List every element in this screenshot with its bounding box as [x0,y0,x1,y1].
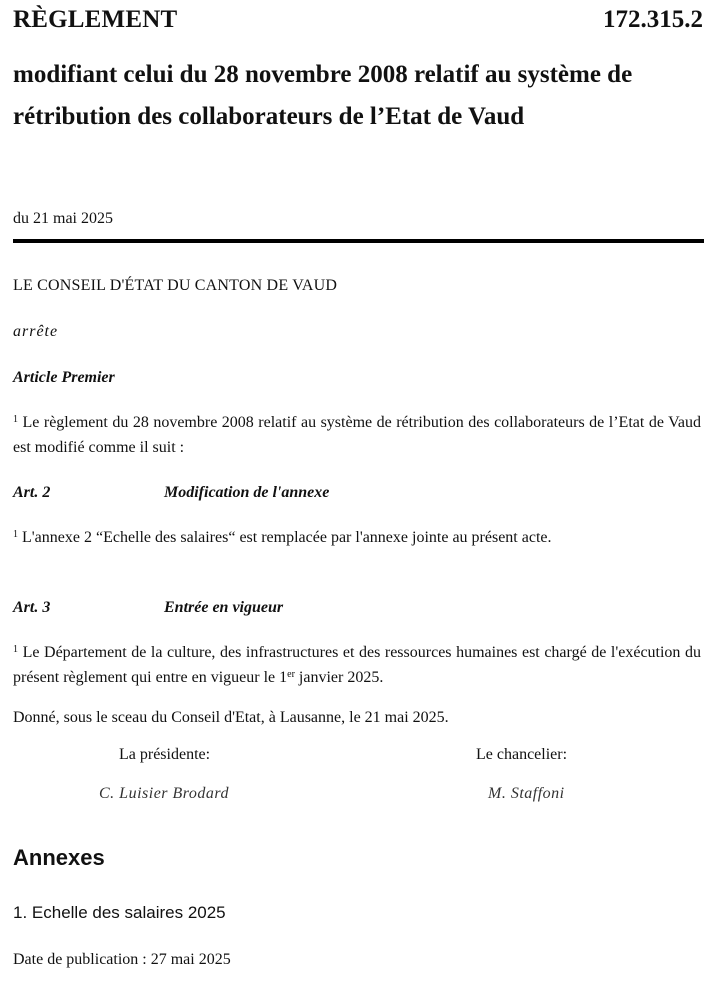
annex-item [13,903,226,923]
article-1-text: Le règlement du 28 novembre 2008 relatif au système de rétribution des collaborateurs de l’Etat de Vaud est modifié comme il suit : [13,414,702,456]
issuing-authority: LE CONSEIL D'ÉTAT DU CANTON DE VAUD [13,277,338,294]
article-3-text: Le Département de la culture, des infrastructures et des ressources humaines est chargé de l'exécution du présent règlement qui entre en vigueur le 1 [13,644,702,686]
document-title: modifiant celui du 28 novembre 2008 relatif au système de rétribution des collaborateurs de l’Etat de Vaud [13,61,633,130]
article-2-text: L'annexe 2 “Echelle des salaires“ est remplacée par l'annexe jointe au présent acte. [22,529,552,546]
article-2-number: Art. 2 [13,484,51,501]
header-row [13,6,703,40]
paragraph-number: 1 [13,644,18,655]
president-label: La présidente: [119,746,211,763]
annexes-heading: Annexes [13,845,105,870]
decree-word: arrête [13,323,59,340]
enactment-clause: Donné, sous le sceau du Conseil d'Etat, à Lausanne, le 21 mai 2025. [13,709,449,726]
annex-link[interactable]: 1. Echelle des salaires 2025 [13,903,226,922]
paragraph-number: 1 [13,529,18,540]
article-3-paragraph [13,640,701,690]
chancellor-label: Le chancelier: [476,746,568,763]
article-1-heading: Article Premier [13,369,115,386]
president-name: C. Luisier Brodard [99,785,230,802]
document-date: du 21 mai 2025 [13,210,113,227]
article-1-paragraph [13,410,701,460]
document-number: 172.315.2 [603,6,703,33]
ordinal-suffix: er [287,669,295,680]
publication-date: Date de publication : 27 mai 2025 [13,951,231,968]
horizontal-rule [13,239,704,243]
article-3-number: Art. 3 [13,599,51,616]
chancellor-name: M. Staffoni [488,785,565,802]
article-3-text-end: janvier 2025. [294,669,384,686]
article-2-title: Modification de l'annexe [164,484,330,501]
document-type: RÈGLEMENT [13,6,178,33]
article-2-paragraph [13,525,701,550]
paragraph-number: 1 [13,414,18,425]
article-3-title: Entrée en vigueur [164,599,284,616]
